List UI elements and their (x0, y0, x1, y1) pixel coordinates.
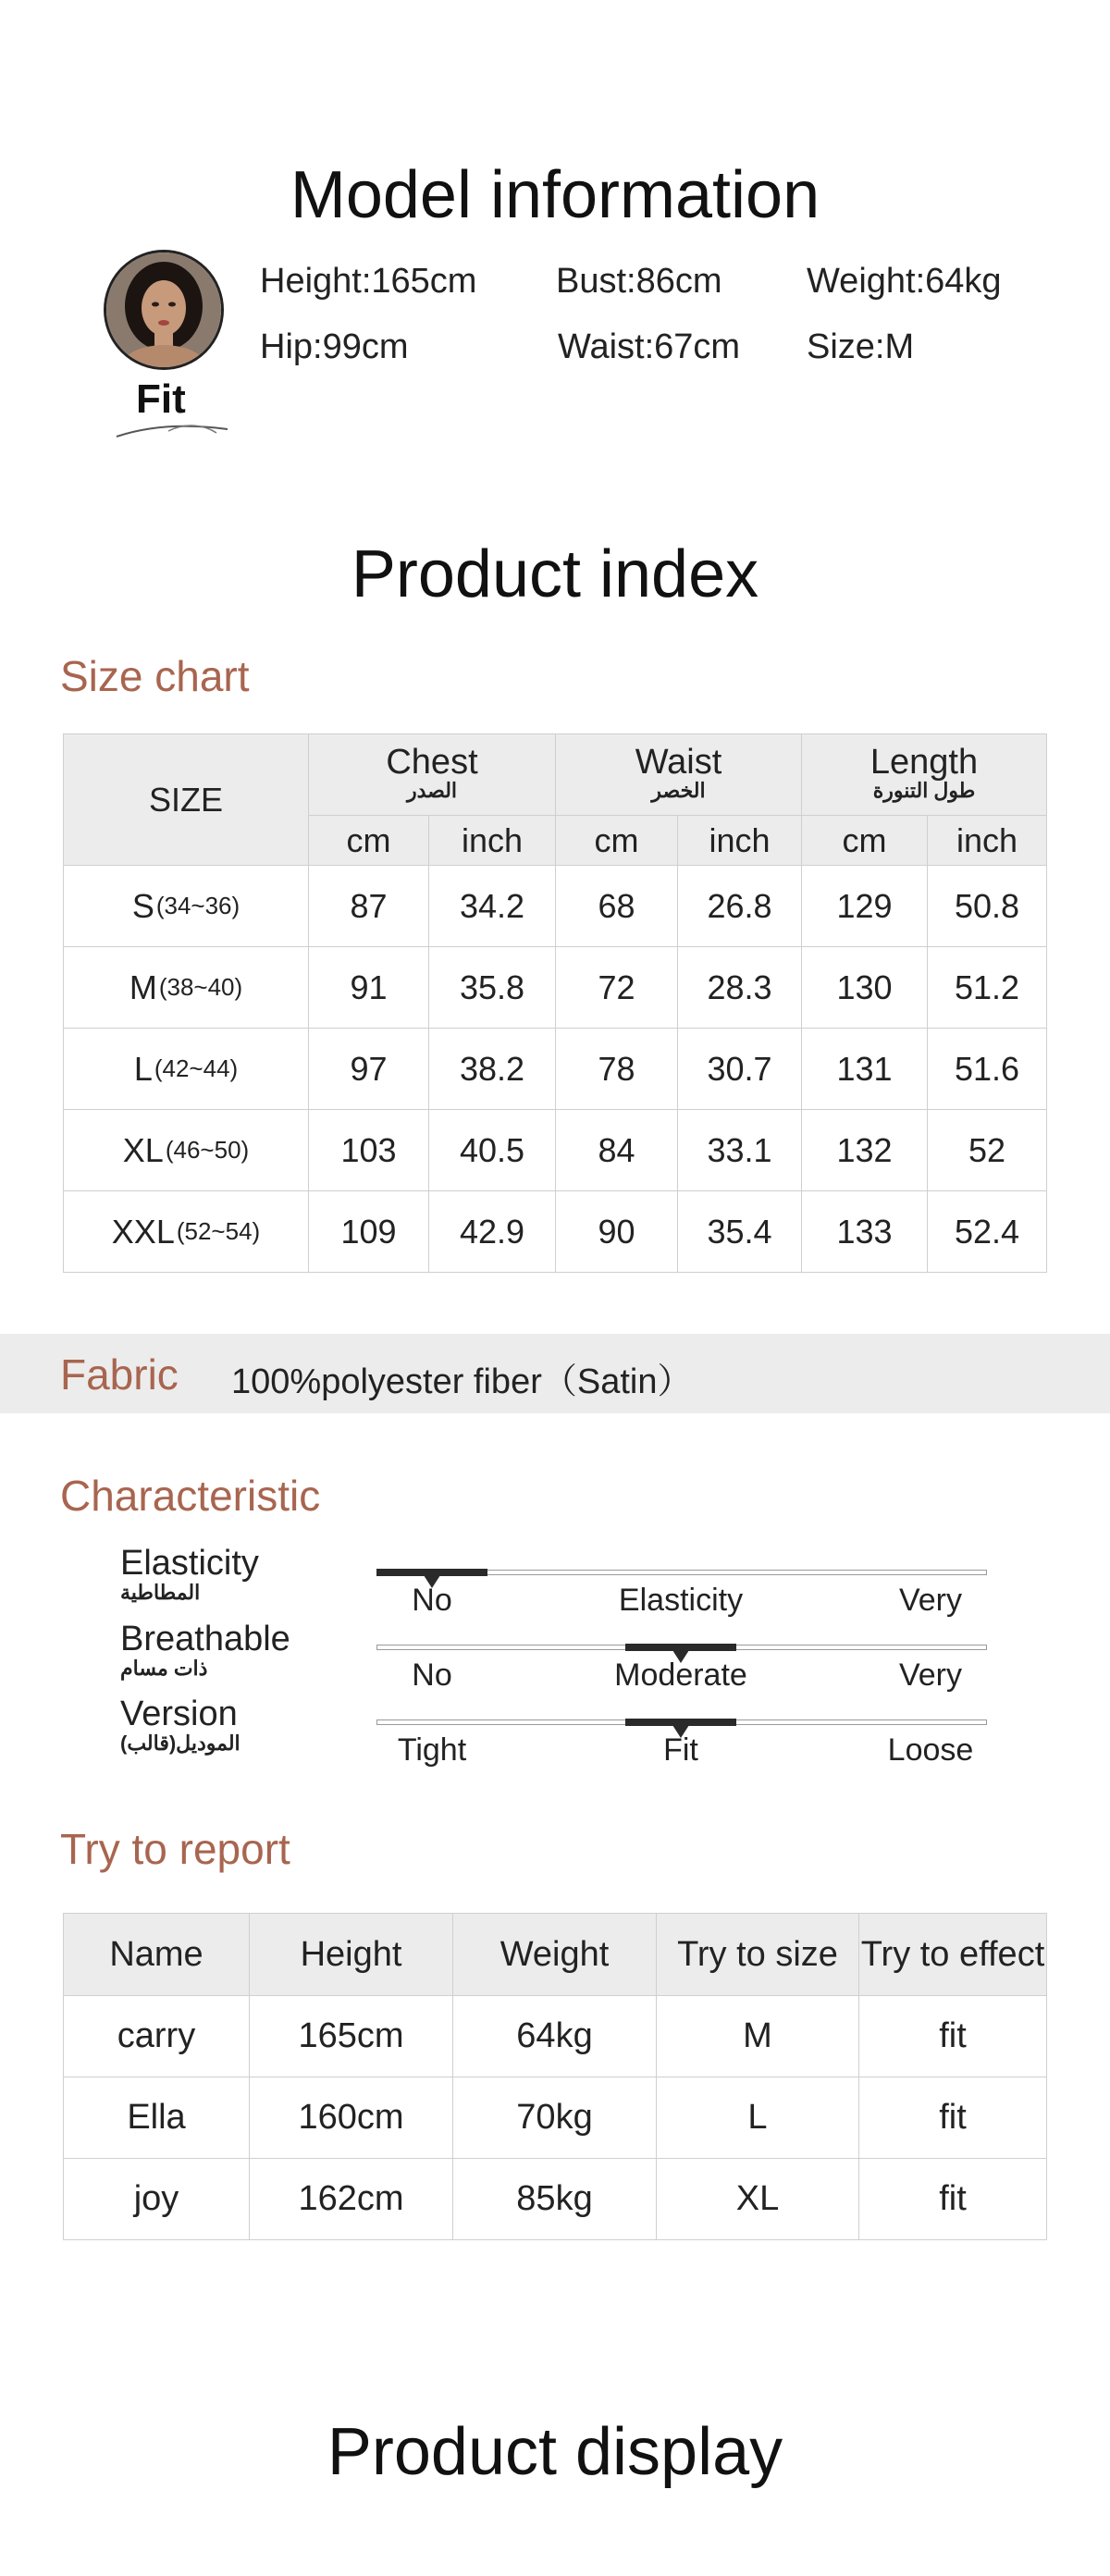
table-cell: 130 (802, 947, 928, 1029)
table-cell: 90 (556, 1191, 678, 1273)
length-arabic: طول التنورة (872, 779, 976, 802)
table-cell: 103 (309, 1110, 429, 1191)
size-cell (64, 1110, 309, 1191)
table-row (64, 2077, 1047, 2159)
column-header: Weight (453, 1914, 657, 1996)
size-cell (64, 1191, 309, 1273)
table-cell: 33.1 (678, 1110, 802, 1191)
column-header: Try to size (657, 1914, 859, 1996)
waist-label: Waist (635, 743, 722, 782)
table-cell: 26.8 (678, 866, 802, 947)
table-cell: 40.5 (429, 1110, 556, 1191)
table-cell: fit (859, 2159, 1047, 2240)
size-label: L (133, 1049, 153, 1088)
model-waist: Waist:67cm (558, 327, 741, 366)
table-cell: 68 (556, 866, 678, 947)
model-avatar (104, 250, 224, 370)
model-size: Size:M (807, 327, 915, 366)
table-row (64, 947, 1047, 1029)
table-cell: 133 (802, 1191, 928, 1273)
char-version-name (120, 1695, 240, 1755)
table-cell: 162cm (250, 2159, 453, 2240)
table-cell: 42.9 (429, 1191, 556, 1273)
size-label: XXL (111, 1212, 175, 1251)
unit-header: inch (928, 816, 1047, 866)
table-cell: 109 (309, 1191, 429, 1273)
table-cell: 132 (802, 1110, 928, 1191)
table-cell: 97 (309, 1029, 429, 1110)
table-row (64, 1029, 1047, 1110)
table-cell: 35.4 (678, 1191, 802, 1273)
scale-label: Very (898, 1658, 963, 1693)
scale-label: Very (898, 1583, 963, 1618)
char-label: Breathable (120, 1620, 290, 1658)
unit-header: cm (802, 816, 928, 866)
model-hip: Hip:99cm (260, 327, 409, 366)
table-cell: 72 (556, 947, 678, 1029)
size-label: M (129, 968, 157, 1006)
table-cell: fit (859, 2077, 1047, 2159)
size-cell (64, 866, 309, 947)
length-label: Length (870, 743, 979, 782)
table-cell: 35.8 (429, 947, 556, 1029)
table-cell: Ella (64, 2077, 250, 2159)
size-label: XL (122, 1130, 164, 1169)
characteristic-title: Characteristic (60, 1472, 321, 1520)
table-row (64, 1996, 1047, 2077)
char-arabic: المطاطية (120, 1581, 201, 1604)
table-cell: 52 (928, 1110, 1047, 1191)
fit-signature-swoosh (113, 418, 233, 440)
fabric-label: Fabric (60, 1350, 179, 1399)
table-cell: 52.4 (928, 1191, 1047, 1273)
char-arabic: ذات مسام (120, 1657, 208, 1680)
char-elasticity-name (120, 1545, 259, 1604)
size-header: SIZE (64, 734, 309, 866)
unit-header: cm (309, 816, 429, 866)
size-range: (42~44) (154, 1054, 239, 1082)
try-report-title: Try to report (60, 1825, 290, 1873)
char-arabic: الموديل(قالب) (120, 1732, 240, 1755)
table-cell: M (657, 1996, 859, 2077)
size-range: (34~36) (155, 891, 240, 919)
table-cell: fit (859, 1996, 1047, 2077)
table-cell: 51.6 (928, 1029, 1047, 1110)
column-header: Name (64, 1914, 250, 1996)
size-range: (38~40) (158, 972, 243, 1001)
table-cell: 50.8 (928, 866, 1047, 947)
chest-arabic: الصدر (406, 779, 458, 802)
scale-label: No (412, 1583, 452, 1618)
size-label: S (131, 886, 154, 925)
model-weight: Weight:64kg (807, 262, 1002, 301)
table-cell: joy (64, 2159, 250, 2240)
chest-label: Chest (386, 743, 478, 782)
unit-header: inch (429, 816, 556, 866)
column-header: Try to effect (859, 1914, 1047, 1996)
char-breathable-name (120, 1621, 290, 1680)
table-cell: XL (657, 2159, 859, 2240)
try-report-table (63, 1913, 1047, 2240)
table-cell: 131 (802, 1029, 928, 1110)
length-header (802, 734, 1047, 816)
scale-label: Loose (887, 1732, 974, 1768)
table-cell: 34.2 (429, 866, 556, 947)
table-row (64, 1110, 1047, 1191)
char-label: Version (120, 1695, 238, 1733)
size-range: (52~54) (176, 1216, 261, 1245)
scale-label: Tight (397, 1732, 467, 1768)
size-range: (46~50) (165, 1135, 250, 1164)
table-cell: 84 (556, 1110, 678, 1191)
table-cell: L (657, 2077, 859, 2159)
scale-label: No (412, 1658, 452, 1693)
table-cell: 78 (556, 1029, 678, 1110)
table-cell: 51.2 (928, 947, 1047, 1029)
size-cell (64, 947, 309, 1029)
unit-header: inch (678, 816, 802, 866)
chest-header (309, 734, 556, 816)
model-bust: Bust:86cm (556, 262, 722, 301)
unit-header: cm (556, 816, 678, 866)
size-cell (64, 1029, 309, 1110)
table-cell: 85kg (453, 2159, 657, 2240)
product-index-title: Product index (351, 537, 759, 611)
waist-arabic: الخصر (651, 779, 706, 802)
table-cell: 87 (309, 866, 429, 947)
table-cell: 64kg (453, 1996, 657, 2077)
table-row (64, 2159, 1047, 2240)
model-height: Height:165cm (260, 262, 477, 301)
table-cell: 165cm (250, 1996, 453, 2077)
table-cell: 38.2 (429, 1029, 556, 1110)
table-row (64, 866, 1047, 947)
size-chart-table (63, 733, 1047, 1273)
scale-label: Fit (663, 1732, 698, 1768)
waist-header (556, 734, 802, 816)
scale-label: Elasticity (618, 1583, 744, 1618)
fabric-value: 100%polyester fiber（Satin） (231, 1362, 693, 1401)
table-cell: 70kg (453, 2077, 657, 2159)
column-header: Height (250, 1914, 453, 1996)
model-info-title: Model information (290, 158, 820, 232)
table-cell: 160cm (250, 2077, 453, 2159)
size-chart-title: Size chart (60, 652, 250, 700)
product-display-title: Product display (327, 2415, 783, 2489)
char-label: Elasticity (120, 1544, 259, 1583)
fit-label: Fit (136, 376, 186, 422)
table-cell: 28.3 (678, 947, 802, 1029)
table-cell: 30.7 (678, 1029, 802, 1110)
table-cell: carry (64, 1996, 250, 2077)
scale-label: Moderate (614, 1658, 747, 1693)
table-cell: 129 (802, 866, 928, 947)
table-row (64, 1191, 1047, 1273)
table-cell: 91 (309, 947, 429, 1029)
